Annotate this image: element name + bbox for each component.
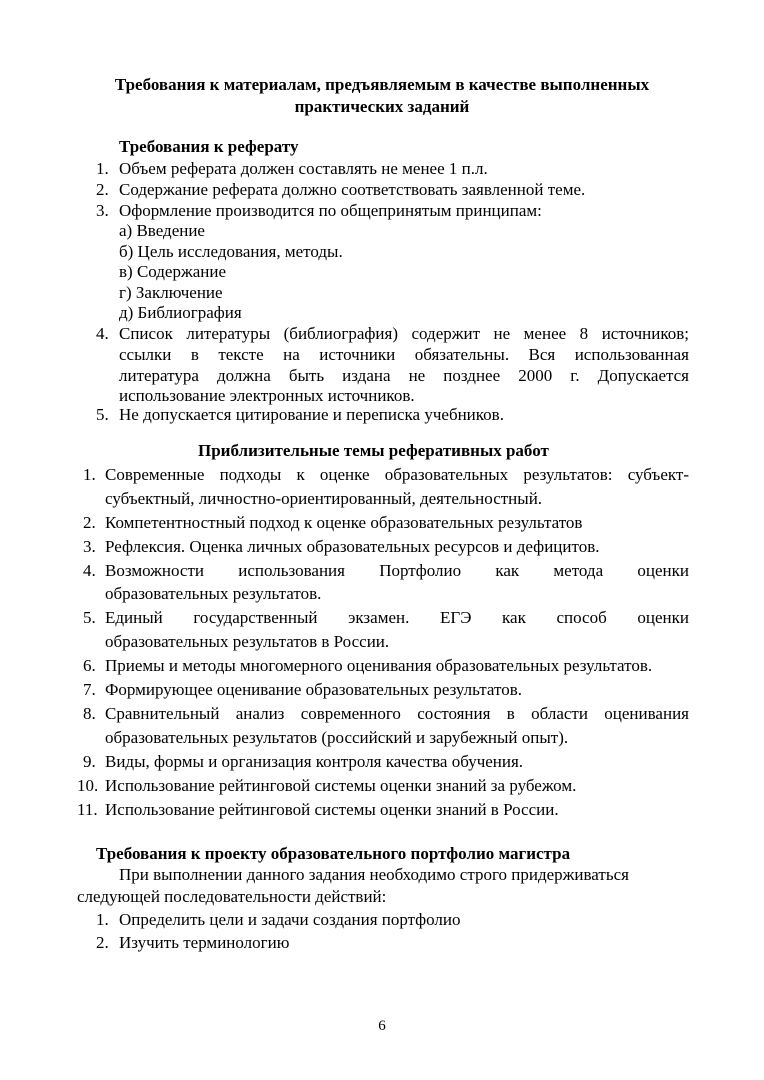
portfolio-intro-line-2: следующей последовательности действий: — [77, 887, 387, 906]
title-line-2: практических заданий — [294, 97, 470, 116]
topic-11-line-1: Использование рейтинговой системы оценки знаний в России. — [105, 800, 559, 819]
topic-10-num: 10. — [77, 776, 99, 795]
topic-8-line-1: Сравнительный анализ современного состояния в области оценивания — [105, 704, 689, 723]
topic-4-num: 4. — [83, 561, 96, 580]
referat-item-4-line-1: Список литературы (библиография) содержит не менее 8 источников; — [119, 324, 689, 343]
topic-7-num: 7. — [83, 680, 96, 699]
referat-item-3-num: 3. — [96, 201, 109, 220]
portfolio-item-2: Изучить терминологию — [119, 933, 290, 952]
referat-subitem-b: б) Цель исследования, методы. — [119, 242, 343, 261]
referat-subitem-v: в) Содержание — [119, 262, 227, 281]
portfolio-item-2-num: 2. — [96, 933, 109, 952]
topic-3-num: 3. — [83, 537, 96, 556]
topic-1-line-2: субъектный, личностно-ориентированный, деятельностный. — [105, 489, 543, 508]
referat-item-4-line-2: ссылки в тексте на источники обязательны. Вся использованная — [119, 345, 689, 364]
topic-6-num: 6. — [83, 656, 96, 675]
document-title — [80, 74, 684, 118]
topics-heading: Приблизительные темы реферативных работ — [198, 441, 549, 460]
referat-subitem-a: а) Введение — [119, 221, 205, 240]
referat-item-5-num: 5. — [96, 405, 109, 424]
page-number: 6 — [378, 1018, 386, 1034]
topic-1-num: 1. — [83, 465, 96, 484]
referat-heading: Требования к реферату — [119, 137, 299, 156]
topic-5-num: 5. — [83, 608, 96, 627]
portfolio-item-1: Определить цели и задачи создания портфолио — [119, 910, 461, 929]
topic-5-line-2: образовательных результатов в России. — [105, 632, 390, 651]
topic-2-line-1: Компетентностный подход к оценке образовательных результатов — [105, 513, 583, 532]
topic-10-line-1: Использование рейтинговой системы оценки знаний за рубежом. — [105, 776, 577, 795]
referat-item-2-num: 2. — [96, 180, 109, 199]
topic-9-line-1: Виды, формы и организация контроля качества обучения. — [105, 752, 524, 771]
referat-item-1-num: 1. — [96, 159, 109, 178]
referat-item-3: Оформление производится по общепринятым принципам: — [119, 201, 542, 220]
referat-item-5: Не допускается цитирование и переписка учебников. — [119, 405, 504, 424]
topic-2-num: 2. — [83, 513, 96, 532]
referat-subitem-d: д) Библиография — [119, 303, 242, 322]
referat-item-4-num: 4. — [96, 324, 109, 343]
topic-1-line-1: Современные подходы к оценке образовательных результатов: субъект- — [105, 465, 689, 484]
topic-9-num: 9. — [83, 752, 96, 771]
referat-item-1: Объем реферата должен составлять не менее 1 п.л. — [119, 159, 488, 178]
topic-8-line-2: образовательных результатов (российский и зарубежный опыт). — [105, 728, 569, 747]
referat-item-4-line-4: использование электронных источников. — [119, 386, 415, 405]
topic-8-num: 8. — [83, 704, 96, 723]
referat-item-4-line-3: литература должна быть издана не позднее 2000 г. Допускается — [119, 366, 689, 385]
portfolio-intro-line-1: При выполнении данного задания необходимо строго придерживаться — [119, 865, 629, 884]
referat-item-2: Содержание реферата должно соответствовать заявленной теме. — [119, 180, 586, 199]
portfolio-heading: Требования к проекту образовательного портфолио магистра — [96, 844, 571, 863]
topic-5-line-1: Единый государственный экзамен. ЕГЭ как способ оценки — [105, 608, 689, 627]
topic-7-line-1: Формирующее оценивание образовательных результатов. — [105, 680, 522, 699]
topic-4-line-1: Возможности использования Портфолио как метода оценки — [105, 561, 689, 580]
topic-4-line-2: образовательных результатов. — [105, 584, 322, 603]
portfolio-item-1-num: 1. — [96, 910, 109, 929]
topic-11-num: 11. — [77, 800, 98, 819]
referat-subitem-g: г) Заключение — [119, 283, 223, 302]
topic-3-line-1: Рефлексия. Оценка личных образовательных ресурсов и дефицитов. — [105, 537, 600, 556]
topic-6-line-1: Приемы и методы многомерного оценивания образовательных результатов. — [105, 656, 653, 675]
title-line-1: Требования к материалам, предъявляемым в качестве выполненных — [114, 75, 650, 94]
